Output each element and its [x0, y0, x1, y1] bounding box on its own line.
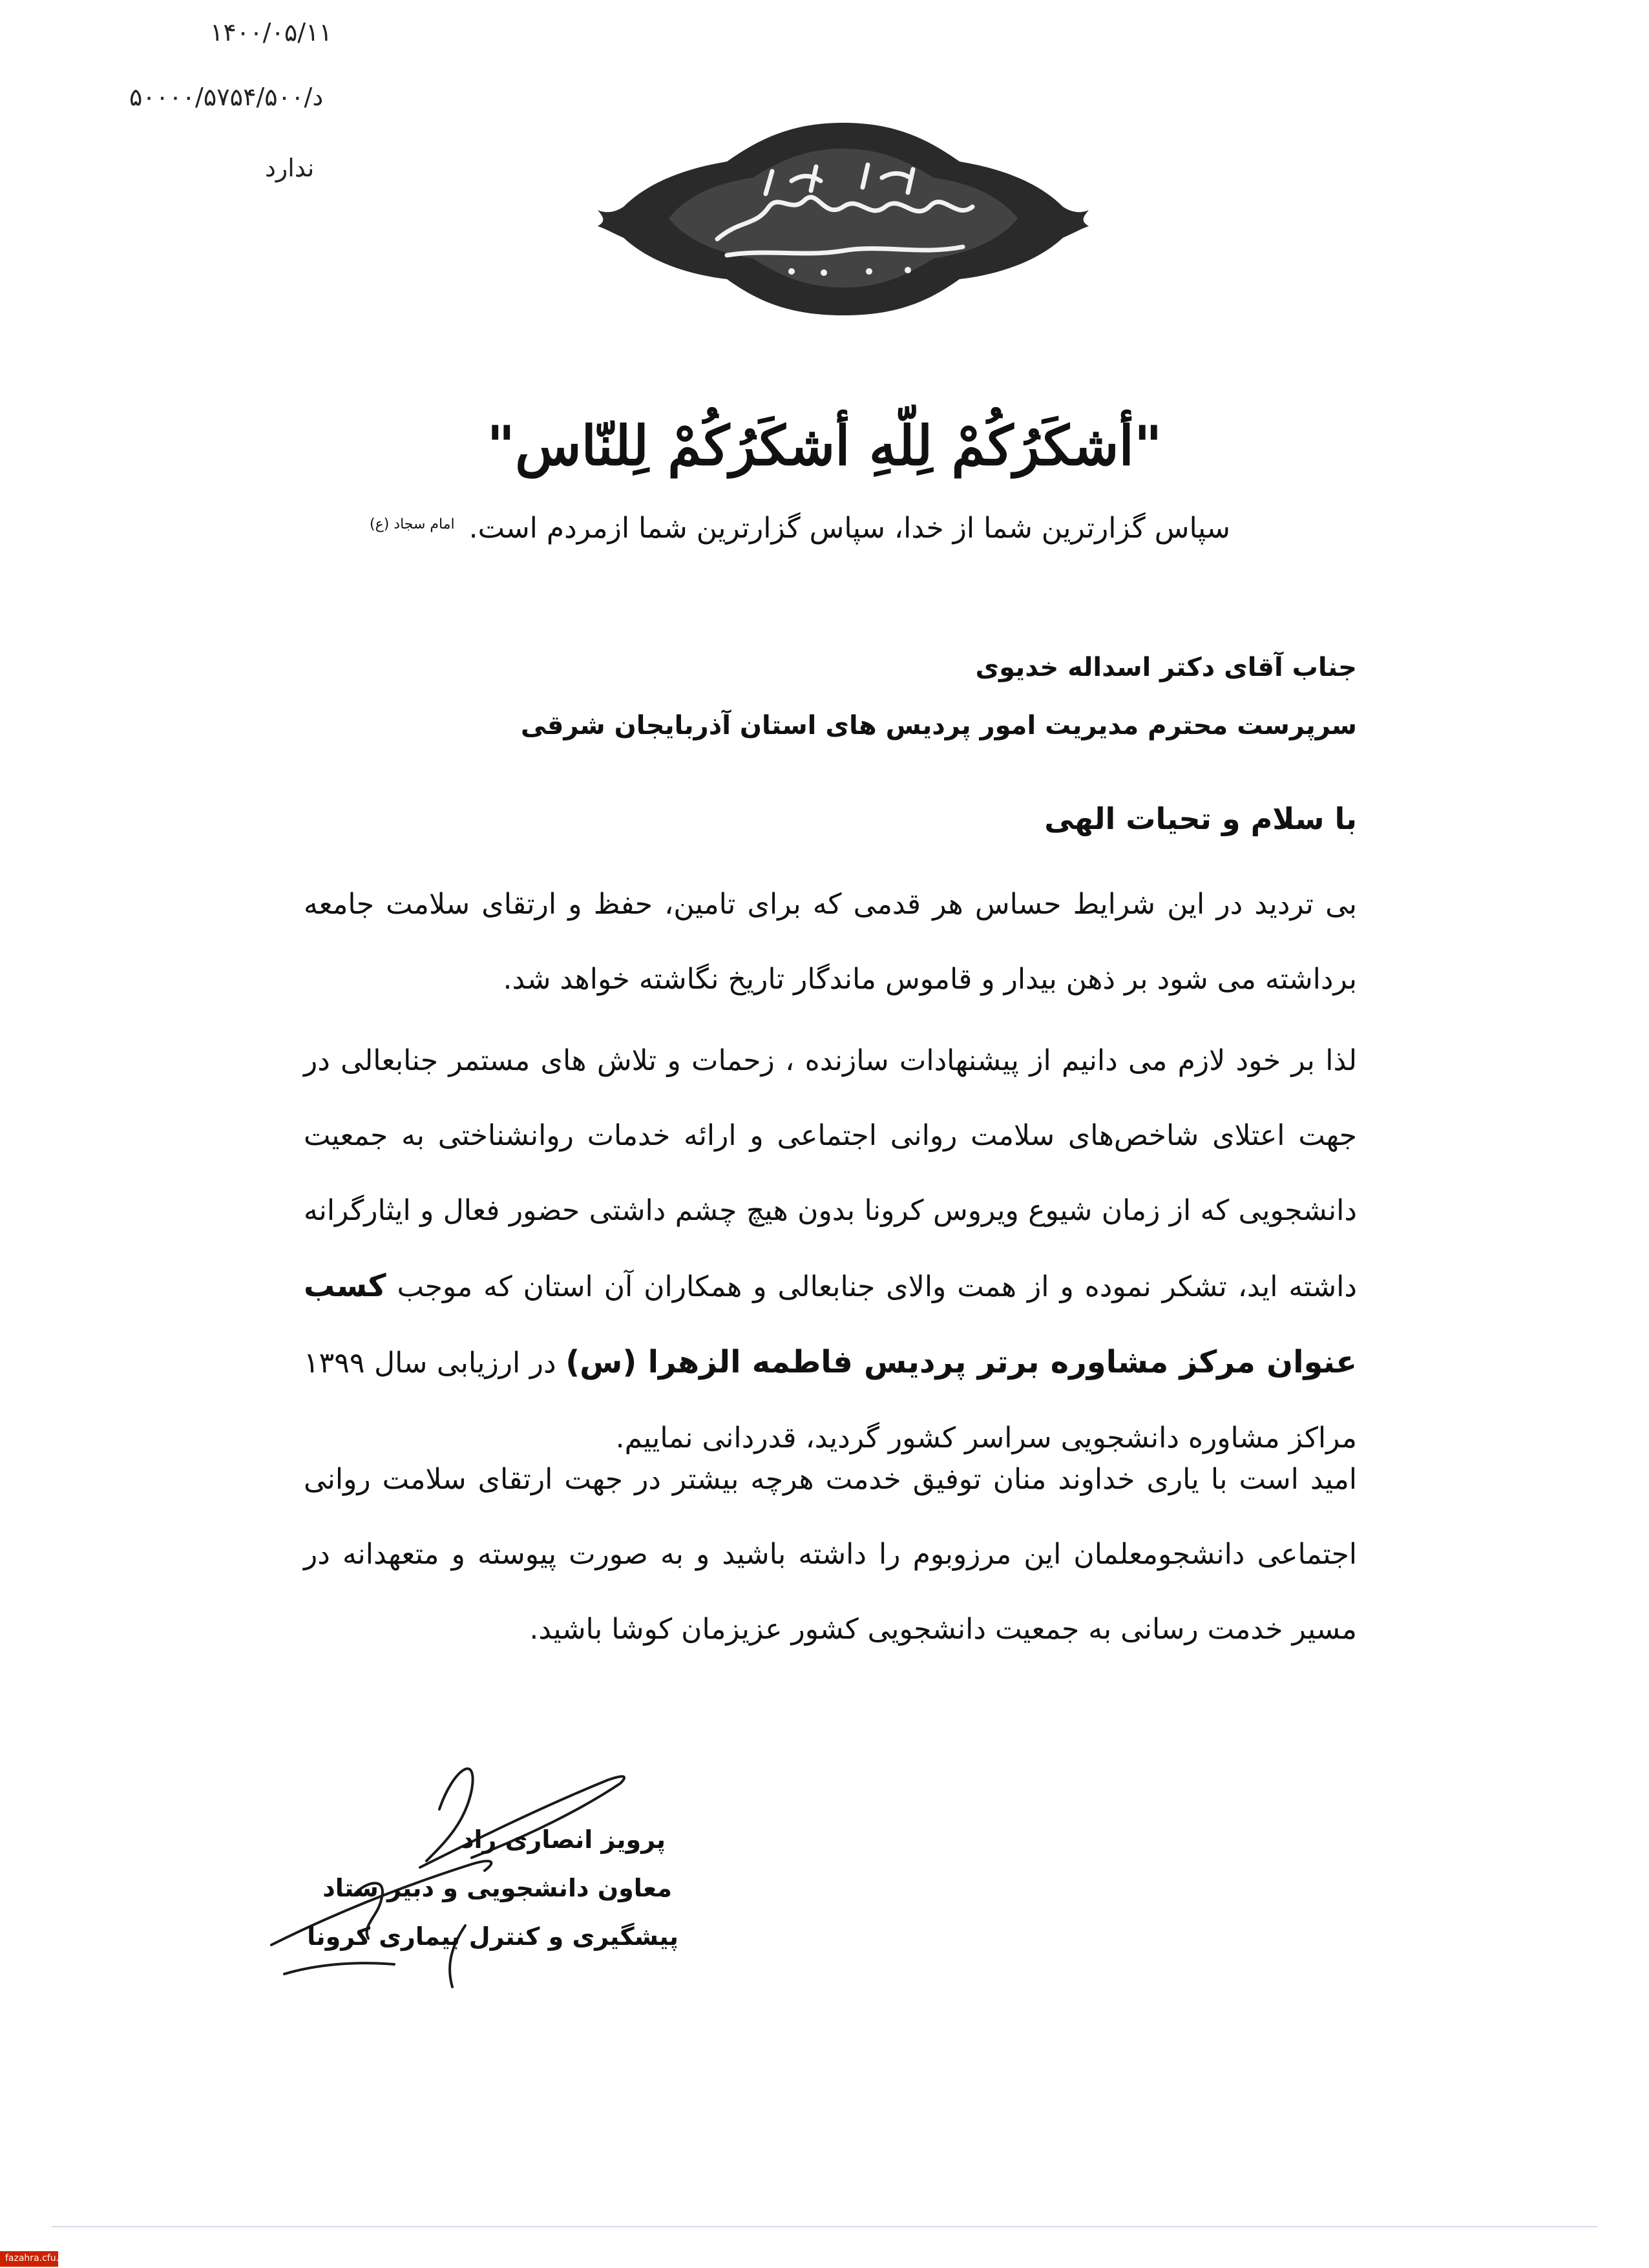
signatory-title-1: معاون دانشجویی و دبیر ستاد: [322, 1874, 672, 1902]
body-paragraph-1: بی تردید در این شرایط حساس هر قدمی که برای تامین، حفظ و ارتقای سلامت جامعه برداشته می شود بر ذهن بیدار و قاموس ماندگار تاریخ نگاشته خواهد شد.: [304, 888, 1357, 996]
quote-source: امام سجاد (ع): [369, 516, 455, 532]
signatory-title-2: پیشگیری و کنترل بیماری کرونا: [307, 1922, 678, 1951]
greeting: با سلام و تحیات الهی: [1044, 801, 1357, 836]
quote-translation: سپاس گزارترین شما از خدا، سپاس گزارترین شما ازمردم است.: [468, 512, 1230, 545]
body-paragraph-2-start: لذا بر خود لازم می دانیم از پیشنهادات سازنده ، زحمات و تلاش های مستمر جنابعالی در جهت اعتلای شاخص‌های سلامت روانی اجتماعی و ارائه خدمات روانشناختی به جمعیت دانشجویی که از زمان شیوع ویروس کرونا بدون هیچ چشم داشتی حضور فعال و ایثارگرانه داشته اید، تشکر نموده و از همت والای جنابعالی و همکاران آن استان که موجب: [304, 1044, 1357, 1303]
year-slogan-emblem: [598, 110, 1089, 317]
body-paragraph-3: امید است با یاری خداوند منان توفیق خدمت هرچه بیشتر در جهت ارتقای سلامت روانی اجتماعی دانشجومعلمان این مرزوبوم را داشته باشید و به صورت پیوسته و متعهدانه در مسیر خدمت رسانی به جمعیت دانشجویی کشور عزیزمان کوشا باشید.: [304, 1463, 1357, 1646]
recipient-title: سرپرست محترم مدیریت امور پردیس های استان آذربایجان شرقی: [520, 711, 1357, 740]
signature-block: [258, 1732, 685, 2003]
letter-number: د/۵۰۰۰۰/۵۷۵۴/۵۰۰: [129, 83, 324, 111]
letter-date: ۱۴۰۰/۰۵/۱۱: [210, 18, 332, 47]
award-title: کسب عنوان مرکز مشاوره برتر پردیس فاطمه الزهرا (س): [304, 1268, 1357, 1380]
signatory-name: پرویز انصاری راد: [461, 1825, 666, 1854]
body-paragraph-2-end: در ارزیابی سال ۱۳۹۹ مراکز مشاوره دانشجویی سراسر کشور گردید، قدردانی نماییم.: [304, 1347, 1357, 1454]
body-paragraph-2: [304, 1024, 1357, 1476]
attachment-status: ندارد: [265, 154, 315, 182]
footer-site: fazahra.cfu.ac.ir: [5, 2253, 79, 2263]
quote-translation-line: [370, 512, 1230, 545]
recipient-name: جناب آقای دکتر اسداله خدیوی: [975, 653, 1357, 682]
hadith-quote: "أشكَرُكُمْ لِلّهِ أشكَرُكُمْ لِلنّاس": [487, 414, 1162, 478]
footer-divider: [52, 2226, 1597, 2227]
handwritten-signature: [258, 1732, 685, 2003]
